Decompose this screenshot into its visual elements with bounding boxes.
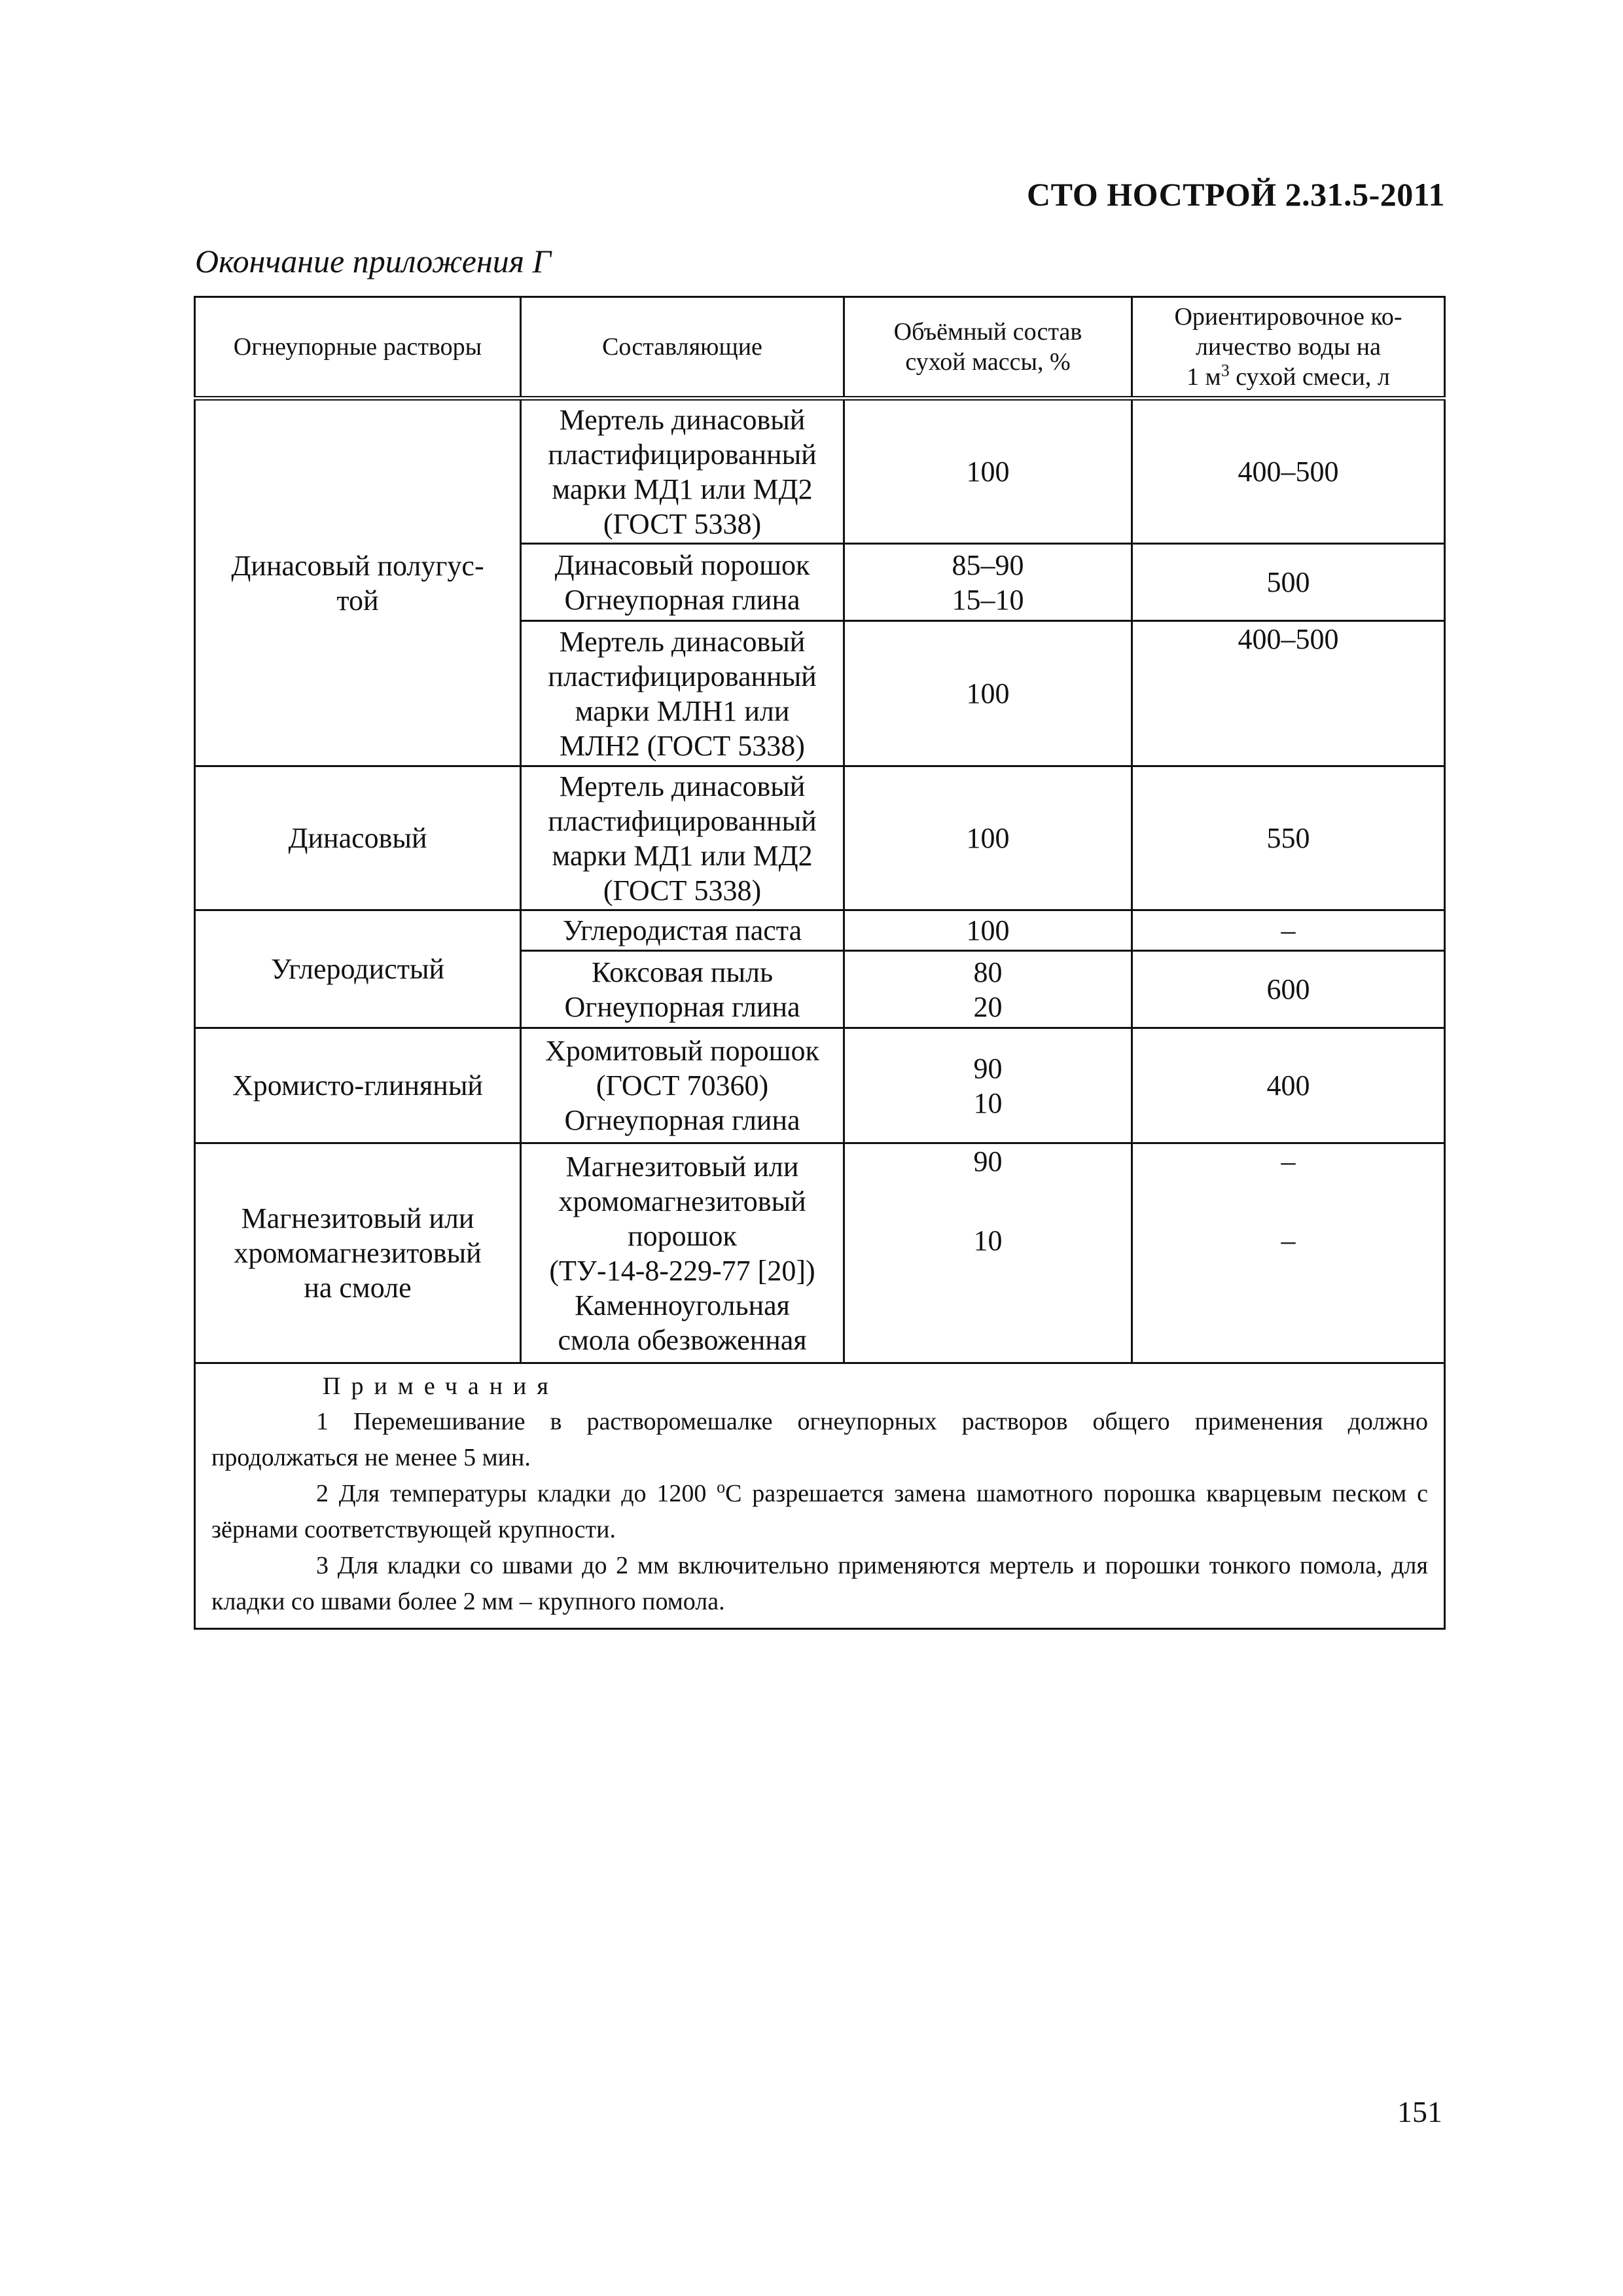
page-number: 151: [1397, 2095, 1442, 2128]
water-cell: –: [1132, 910, 1445, 951]
volume-cell: 100: [844, 910, 1132, 951]
column-header-components: Составляющие: [521, 297, 844, 399]
mortar-name-magnesite: Магнезитовый или хромомагнезитовый на смоле: [195, 1143, 521, 1363]
volume-cell: 100: [844, 766, 1132, 910]
water-cell: 500: [1132, 544, 1445, 621]
notes-title: Примечания: [323, 1372, 559, 1400]
table-row: [195, 1028, 1445, 1143]
components-cell: Магнезитовый или хромомагнезитовый порошок (ТУ-14-8-229-77 [20]) Каменноугольная смола обезвоженная: [521, 1143, 844, 1363]
column-header-water: Ориентировочное ко- личество воды на 1 $м^3$ сухой смеси, л: [1132, 297, 1445, 399]
volume-cell: 90 10: [844, 1028, 1132, 1143]
column-header-mortars: Огнеупорные растворы: [195, 297, 521, 399]
mortar-name-carbon: Углеродистый: [195, 910, 521, 1028]
components-cell: Углеродистая паста: [521, 910, 844, 951]
document-code: СТО НОСТРОЙ 2.31.5-2011: [1027, 176, 1445, 213]
table-row: [195, 910, 1445, 951]
note-1: 1 Перемешивание в растворомешалке огнеупорных растворов общего применения должно продолжаться не менее 5 мин.: [211, 1408, 1428, 1471]
water-cell: – –: [1132, 1143, 1445, 1363]
water-cell: 400–500: [1132, 621, 1445, 766]
volume-cell: 100: [844, 399, 1132, 544]
mortar-composition-table: [194, 296, 1446, 1630]
notes-row: [195, 1363, 1445, 1629]
table-header-row: [195, 297, 1445, 399]
table-row: [195, 1143, 1445, 1363]
components-cell: Коксовая пыль Огнеупорная глина: [521, 951, 844, 1028]
column-header-volume: Объёмный состав сухой массы, %: [844, 297, 1132, 399]
notes-cell: [195, 1363, 1445, 1629]
mortar-name-dinas: Динасовый: [195, 766, 521, 910]
components-cell: Мертель динасовый пластифицированный марки МЛН1 или МЛН2 (ГОСТ 5338): [521, 621, 844, 766]
water-cell: 400: [1132, 1028, 1445, 1143]
components-cell: Хромитовый порошок (ГОСТ 70360) Огнеупорная глина: [521, 1028, 844, 1143]
volume-cell: 90 10: [844, 1143, 1132, 1363]
volume-cell: 80 20: [844, 951, 1132, 1028]
components-cell: Мертель динасовый пластифицированный марки МД1 или МД2 (ГОСТ 5338): [521, 766, 844, 910]
mortar-name-dinas-half: Динасовый полугус- той: [195, 399, 521, 766]
volume-cell: 85–90 15–10: [844, 544, 1132, 621]
note-3: 3 Для кладки со швами до 2 мм включительно применяются мертель и порошки тонкого помола, для кладки со швами более 2 мм – крупного помола.: [211, 1552, 1428, 1615]
water-cell: 400–500: [1132, 399, 1445, 544]
water-cell: 550: [1132, 766, 1445, 910]
table-row: [195, 399, 1445, 544]
components-cell: Мертель динасовый пластифицированный марки МД1 или МД2 (ГОСТ 5338): [521, 399, 844, 544]
note-2: 2 Для температуры кладки до 1200 $^о$С разрешается замена шамотного порошка кварцевым песком с зёрнами соответствующей крупности.: [211, 1477, 1428, 1543]
volume-cell: 100: [844, 621, 1132, 766]
components-cell: Динасовый порошок Огнеупорная глина: [521, 544, 844, 621]
mortar-name-chrome: Хромисто-глиняный: [195, 1028, 521, 1143]
water-cell: 600: [1132, 951, 1445, 1028]
table-row: [195, 766, 1445, 910]
appendix-caption: Окончание приложения Г: [195, 243, 551, 279]
